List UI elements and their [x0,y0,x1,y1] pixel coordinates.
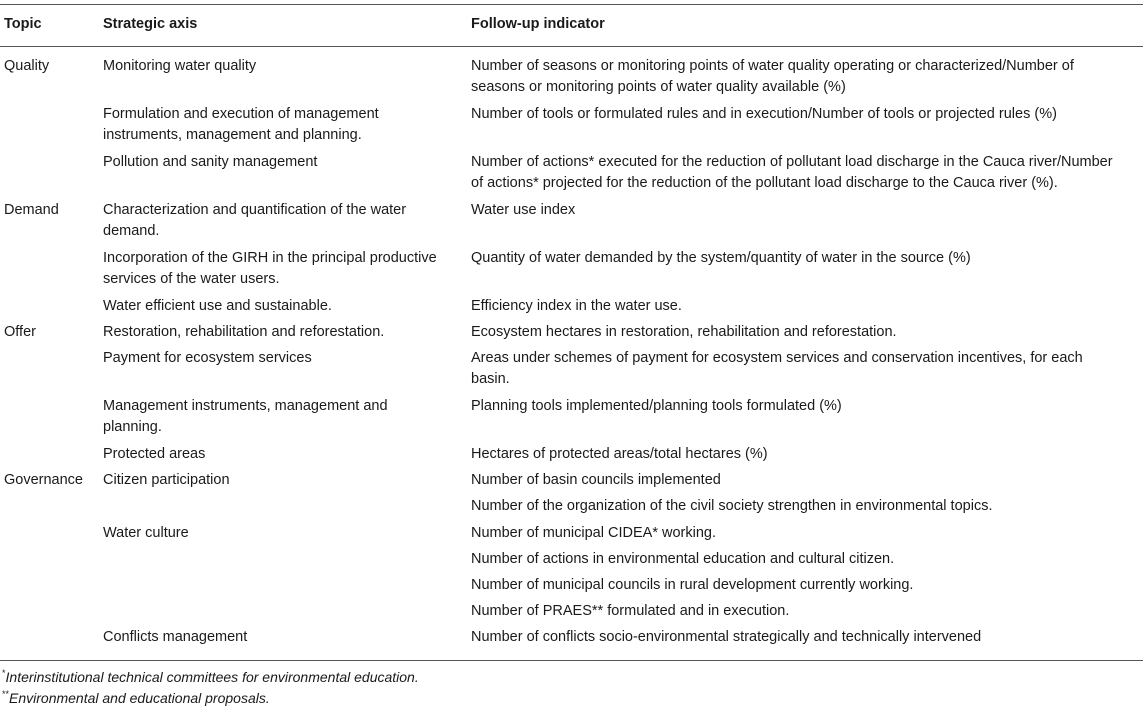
follow-up-indicator-line: Number of conflicts socio-environmental strategically and technically intervened [471,629,982,645]
strategic-axis-cell [103,296,332,317]
topic-text: Demand [4,202,59,218]
strategic-axis-cell [103,470,230,491]
strategic-axis-cell [103,444,205,465]
follow-up-indicator-cell [471,152,1113,194]
strategic-axis-line: Pollution and sanity management [103,154,318,170]
topic-cell [4,200,59,221]
topic-text: Offer [4,324,36,340]
follow-up-indicator-line: Quantity of water demanded by the system/quantity of water in the source (%) [471,250,971,266]
footnote-1-text: Interinstitutional technical committees for environmental education. [5,669,419,685]
follow-up-indicator-line: Number of municipal councils in rural development currently working. [471,577,914,593]
topic-cell [4,322,36,343]
follow-up-indicator-line: Number of tools or formulated rules and in execution/Number of tools or projected rules (%) [471,106,1057,122]
strategic-axis-line: services of the water users. [103,271,280,287]
follow-up-indicator-cell [471,627,981,648]
follow-up-indicator-line: seasons or monitoring points of water quality available (%) [471,79,846,95]
strategic-axis-cell [103,396,388,438]
follow-up-indicator-line: Number of actions in environmental education and cultural citizen. [471,551,895,567]
strategic-axis-cell [103,200,406,242]
strategic-axis-line: Protected areas [103,446,206,462]
follow-up-indicator-line: Number of seasons or monitoring points of water quality operating or characterized/Number of [471,58,1074,74]
follow-up-indicator-line: Hectares of protected areas/total hectares (%) [471,446,768,462]
follow-up-indicator-line: basin. [471,371,510,387]
follow-up-indicator-cell [471,348,1083,390]
header-strategic-axis: Strategic axis [103,16,198,32]
strategic-axis-line: Characterization and quantification of the water [103,202,407,218]
header-follow-up-indicator: Follow-up indicator [471,16,605,32]
follow-up-indicator-line: Number of actions* executed for the reduction of pollutant load discharge in the Cauca river/Number [471,154,1113,170]
table-bottom-rule [0,660,1143,661]
strategic-axis-line: Water efficient use and sustainable. [103,298,332,314]
footnote-1-mark: * [2,668,6,678]
strategic-axis-line: Citizen participation [103,472,230,488]
follow-up-indicator-cell [471,296,682,317]
strategic-axis-line: demand. [103,223,160,239]
strategic-axis-cell [103,348,312,369]
strategic-axis-line: Formulation and execution of management [103,106,379,122]
follow-up-indicator-cell [471,396,842,417]
follow-up-indicator-cell [471,104,1057,125]
strategic-axis-cell [103,56,256,77]
strategic-axis-line: Water culture [103,525,189,541]
topic-cell [4,470,83,491]
footnote-1 [2,668,419,685]
strategic-axis-cell [103,322,384,343]
strategic-axis-cell [103,627,247,648]
follow-up-indicator-cell [471,496,992,517]
follow-up-indicator-line: Efficiency index in the water use. [471,298,682,314]
follow-up-indicator-line: Number of municipal CIDEA* working. [471,525,716,541]
follow-up-indicator-line: of actions* projected for the reduction of the pollutant load discharge to the Cauca river (%). [471,175,1058,191]
table-top-rule [0,4,1143,5]
follow-up-indicator-cell [471,444,768,465]
topic-text: Quality [4,58,50,74]
follow-up-indicator-line: Number of basin councils implemented [471,472,721,488]
follow-up-indicator-line: Number of the organization of the civil society strengthen in environmental topics. [471,498,993,514]
follow-up-indicator-cell [471,470,721,491]
follow-up-indicator-line: Ecosystem hectares in restoration, rehabilitation and reforestation. [471,324,897,340]
follow-up-indicator-cell [471,200,575,221]
strategic-axis-line: Restoration, rehabilitation and reforestation. [103,324,385,340]
strategic-axis-line: planning. [103,419,162,435]
follow-up-indicator-cell [471,523,716,544]
strategic-axis-line: Payment for ecosystem services [103,350,312,366]
follow-up-indicator-line: Water use index [471,202,576,218]
strategic-axis-line: Incorporation of the GIRH in the principal productive [103,250,437,266]
strategic-axis-line: Management instruments, management and [103,398,388,414]
strategic-axis-line: Conflicts management [103,629,248,645]
footnote-2-text: Environmental and educational proposals. [9,690,270,706]
footnote-2-mark: ** [2,689,10,699]
strategic-axis-line: instruments, management and planning. [103,127,362,143]
strategic-axis-cell [103,104,379,146]
strategic-axis-cell [103,248,437,290]
strategic-axis-line: Monitoring water quality [103,58,257,74]
header-topic: Topic [4,16,42,32]
follow-up-indicator-cell [471,549,894,570]
follow-up-indicator-cell [471,56,1074,98]
follow-up-indicator-line: Planning tools implemented/planning tools formulated (%) [471,398,842,414]
follow-up-indicator-cell [471,601,789,622]
strategic-axis-cell [103,152,317,173]
follow-up-indicator-line: Areas under schemes of payment for ecosystem services and conservation incentives, for each [471,350,1083,366]
footnote-2 [2,689,270,706]
follow-up-indicator-cell [471,575,913,596]
follow-up-indicator-line: Number of PRAES** formulated and in execution. [471,603,790,619]
topic-cell [4,56,49,77]
header-bottom-rule [0,46,1143,47]
topic-text: Governance [4,472,83,488]
follow-up-indicator-cell [471,322,897,343]
strategic-axis-cell [103,523,189,544]
follow-up-indicator-cell [471,248,971,269]
